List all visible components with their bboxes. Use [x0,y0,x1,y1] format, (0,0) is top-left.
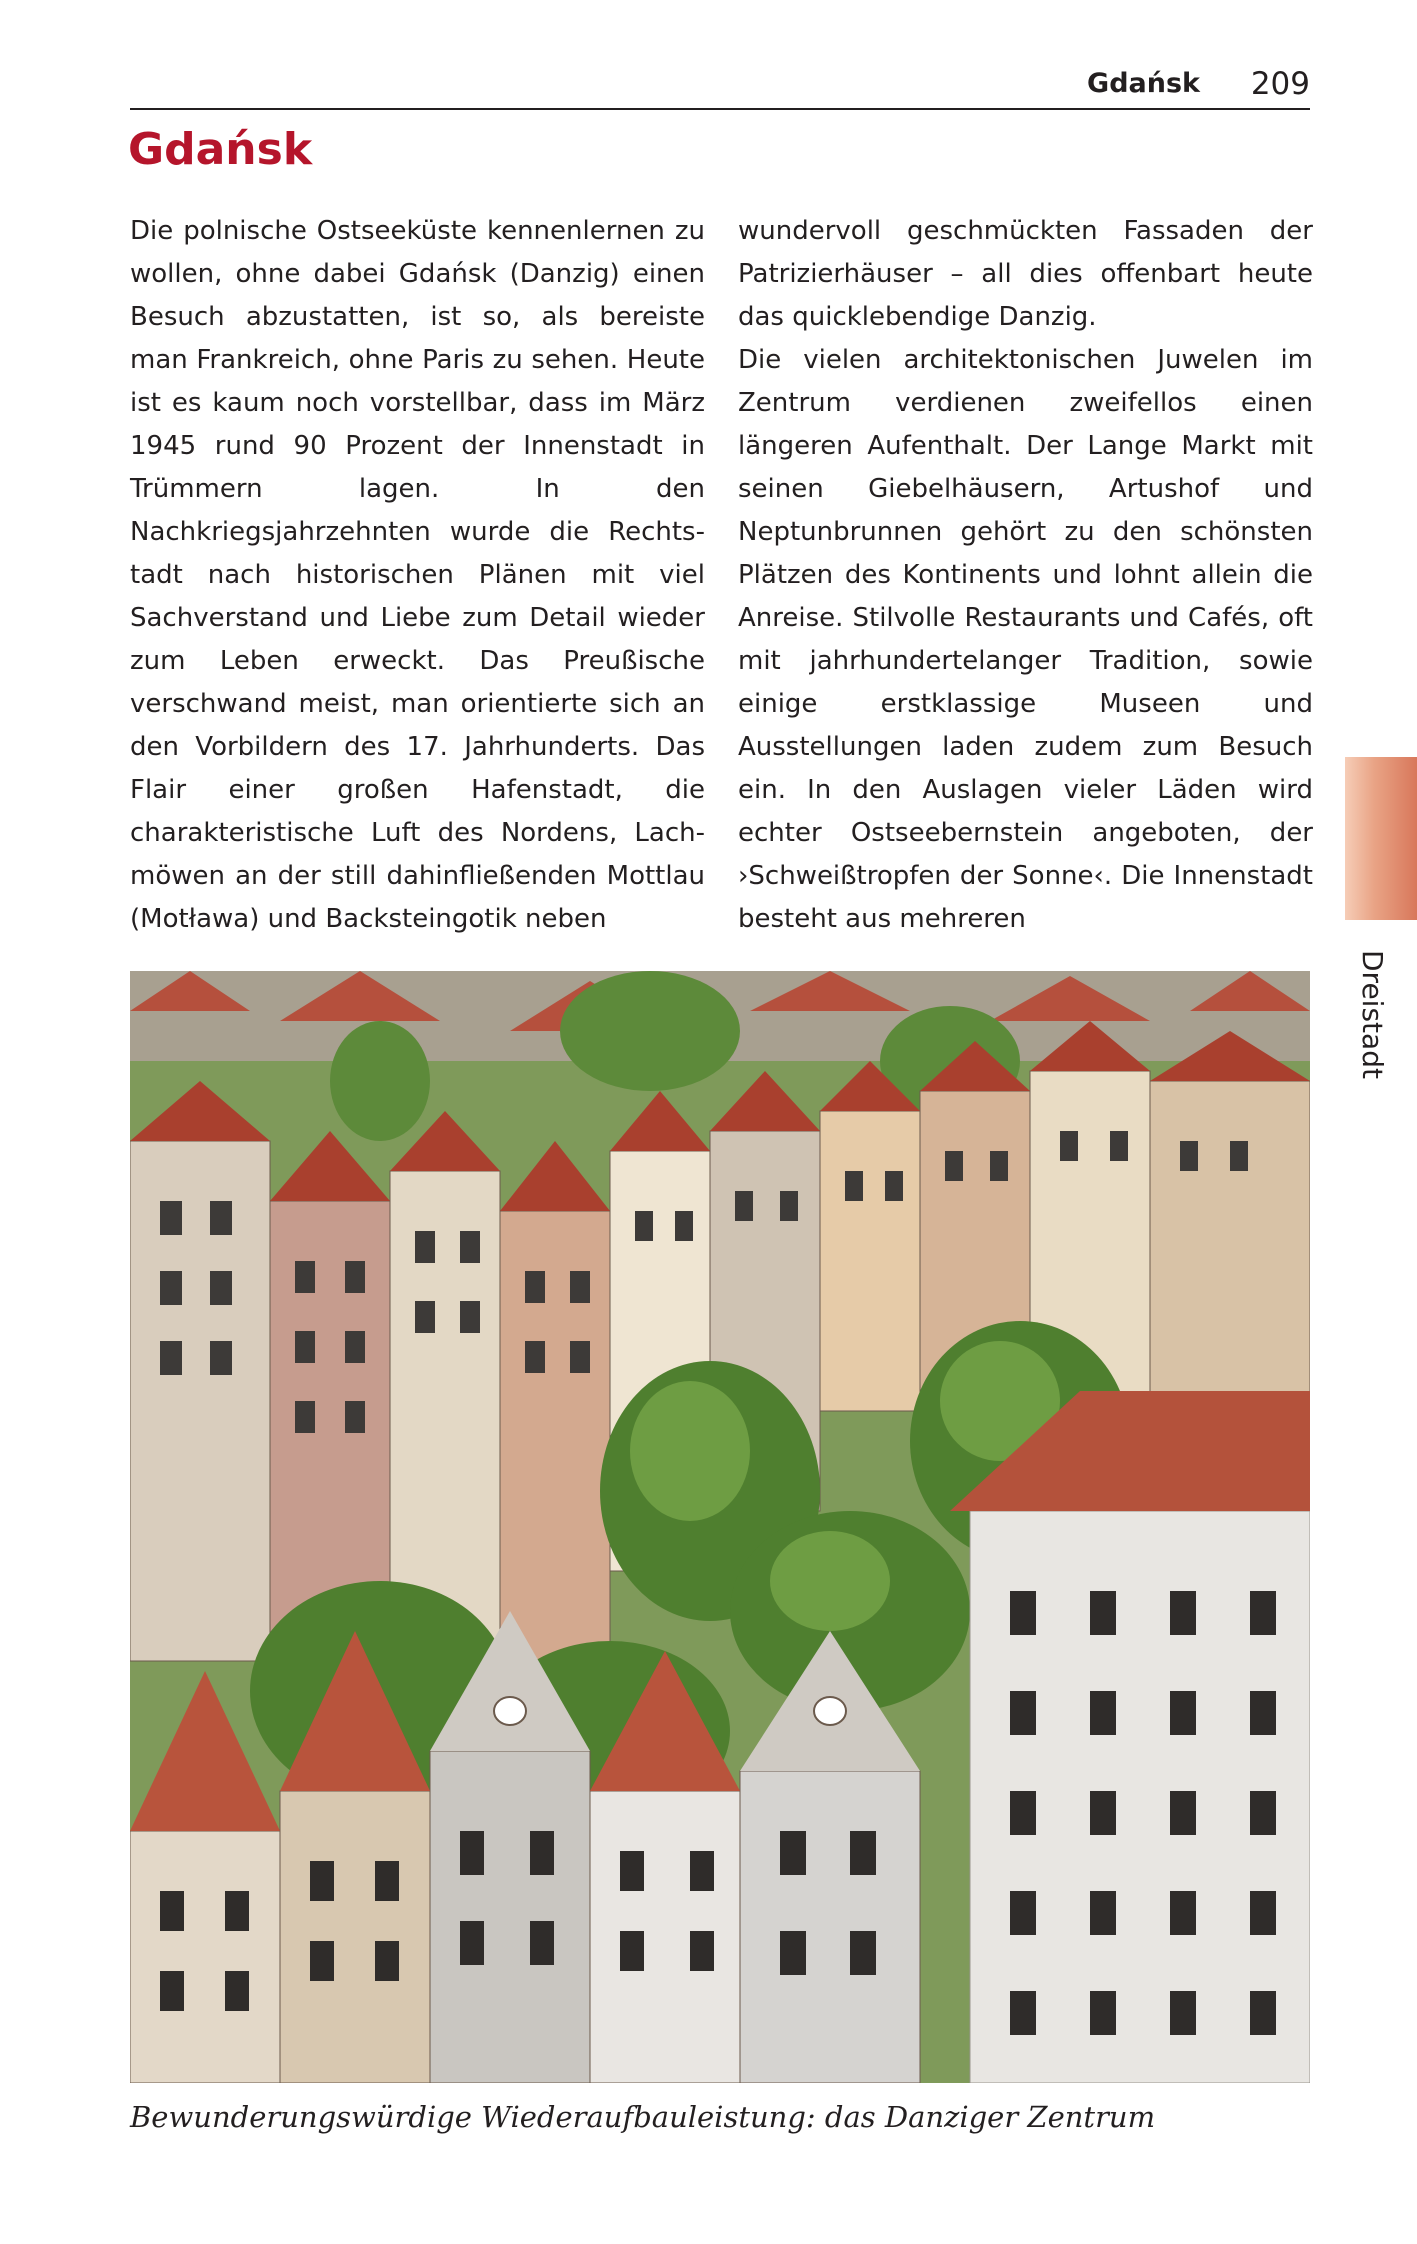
photo-caption: Bewunderungswürdige Wiederaufbauleistung: das Danziger Zentrum [130,2100,1156,2134]
city-photo [130,971,1310,2083]
text-column-right [738,210,1313,941]
chapter-thumb-tab [1345,757,1417,920]
chapter-title: Gdańsk [128,124,313,175]
body-paragraph: Die vielen architektonischen Juwelen im Zentrum verdienen zweifellos einen längeren Aufenthalt. Der Lange Markt mit seinen Giebelhäusern, Artushof und Neptunbrunnen gehört zu den schönsten Plätzen des Kontinents und lohnt allein die Anreise. Stilvolle Restaurants und Cafés, oft mit jahrhundertelanger Tradition, sowie einige erstklassige Museen und Ausstellungen laden zudem zum Besuch ein. In den Auslagen vieler Läden wird echter Ostseebernstein angeboten, der ›Schweißtropfen der Sonne‹. Die Innenstadt besteht aus mehreren [738,345,1313,934]
page-number: 209 [1250,66,1310,102]
body-paragraph: wundervoll geschmückten Fassaden der Patrizierhäuser – all dies offenbart heute das quicklebendige Danzig. [738,216,1313,332]
chapter-thumb-label [1349,950,1389,1090]
chapter-thumb-label-text: Dreistadt [1356,950,1389,1079]
text-column-left [130,210,705,941]
running-head-title: Gdańsk [1087,68,1200,99]
running-head [130,64,1310,110]
body-paragraph: Die polnische Ostseeküste kennenlernen zu wollen, ohne dabei Gdańsk (Danzig) einen Besuch abzustatten, ist so, als bereiste man Frankreich, ohne Paris zu sehen. Heute ist es kaum noch vorstellbar, dass im März 1945 rund 90 Prozent der Innenstadt in Trümmern lagen. In den Nachkriegsjahrzehnten wurde die Rechtstadt nach historischen Plänen mit viel Sachverstand und Liebe zum Detail wieder zum Leben erweckt. Das Preußische verschwand meist, man orientierte sich an den Vorbildern des 17. Jahrhunderts. Das Flair einer großen Hafenstadt, die charakteristische Luft des Nordens, Lachmöwen an der still dahinfließenden Mottlau (Motława) und Backsteingotik neben [130,216,705,934]
city-rooftops-illustration [130,971,1310,2083]
